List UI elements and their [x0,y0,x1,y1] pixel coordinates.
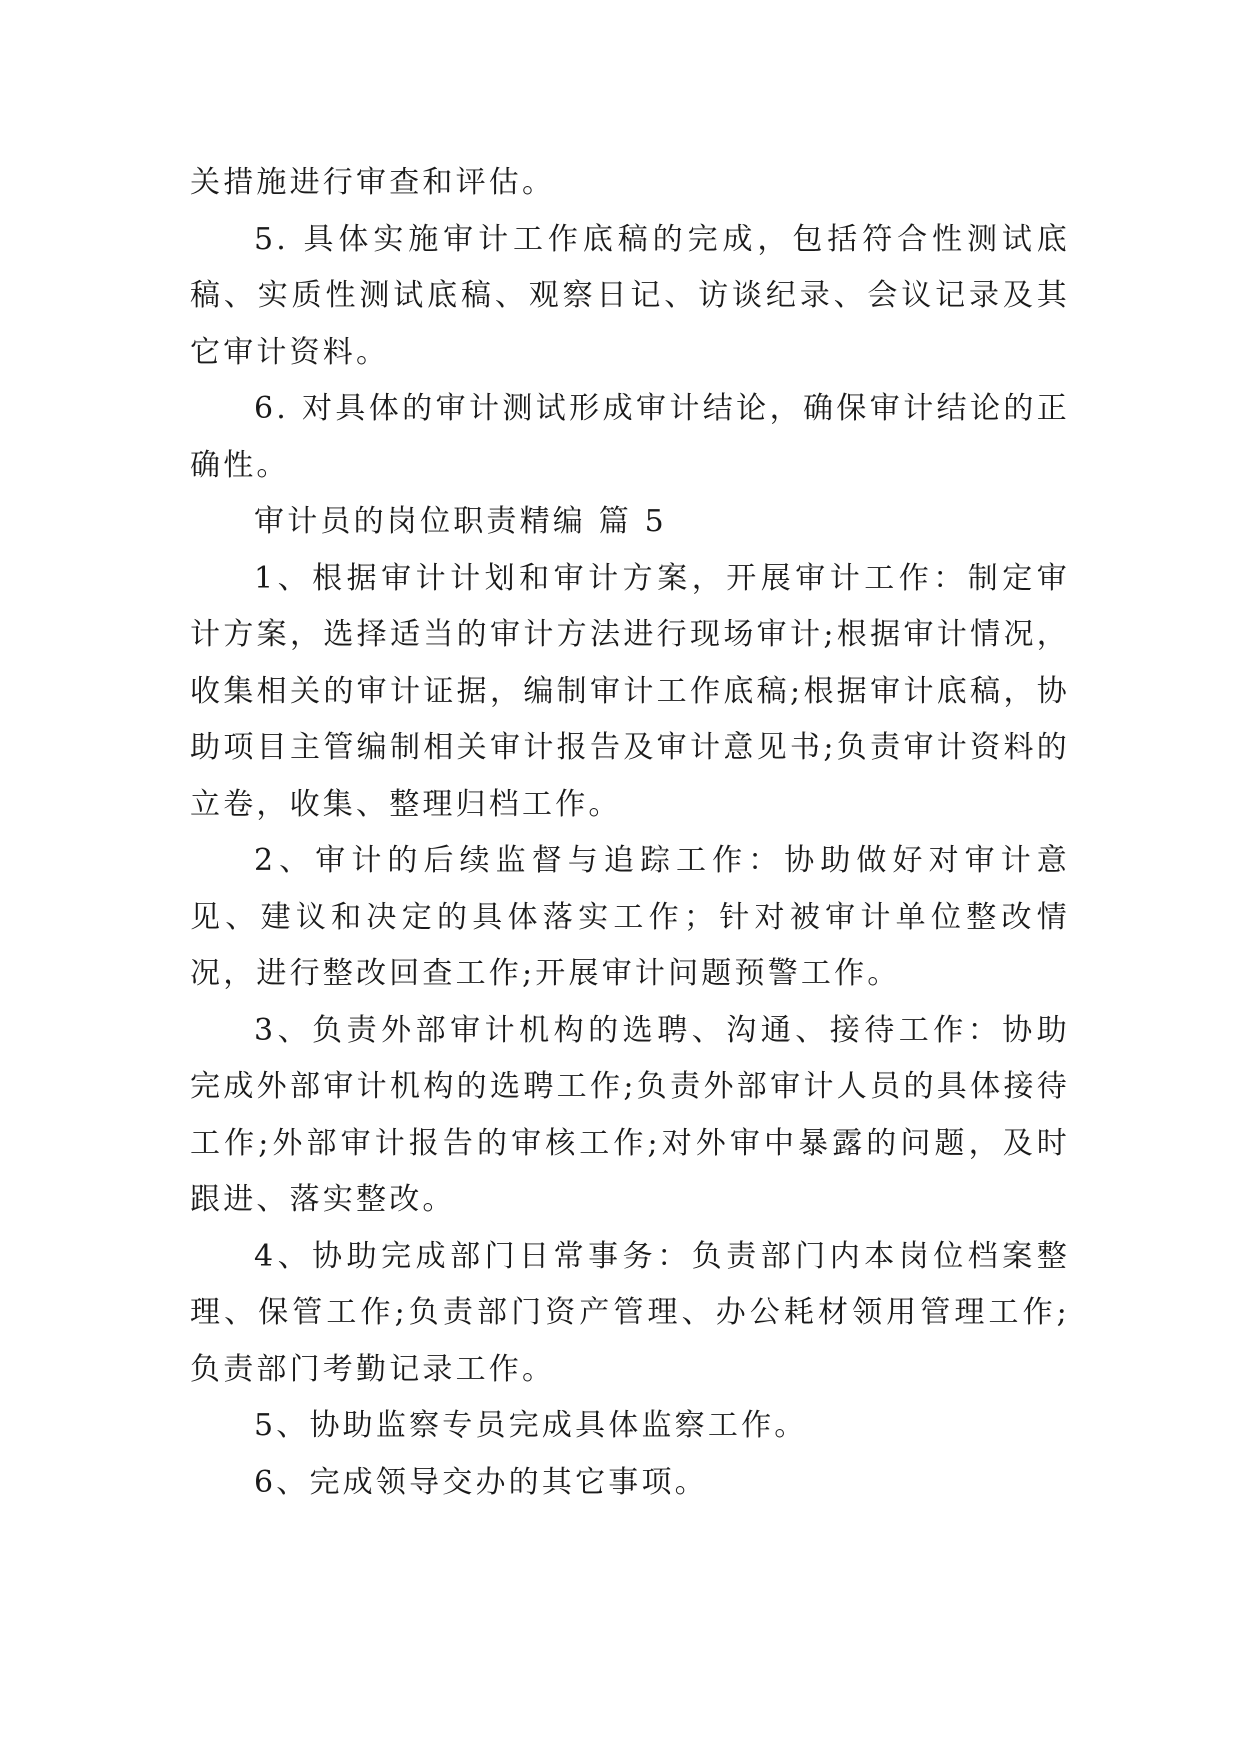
paragraph-duty-4: 4、协助完成部门日常事务：负责部门内本岗位档案整理、保管工作;负责部门资产管理、办公耗材领用管理工作;负责部门考勤记录工作。 [190,1238,1070,1387]
paragraph-item-5-workpapers: 5. 具体实施审计工作底稿的完成，包括符合性测试底稿、实质性测试底稿、观察日记、访谈纪录、会议记录及其它审计资料。 [190,221,1070,370]
paragraph-duty-1: 1、根据审计计划和审计方案，开展审计工作：制定审计方案，选择适当的审计方法进行现场审计;根据审计情况，收集相关的审计证据，编制审计工作底稿;根据审计底稿，协助项目主管编制相关审计报告及审计意见书;负责审计资料的立卷，收集、整理归档工作。 [190,560,1070,822]
document-body [190,155,1070,1511]
section-heading: 审计员的岗位职责精编 篇 5 [254,504,667,539]
paragraph-continuation: 关措施进行审查和评估。 [190,165,556,200]
paragraph-duty-2: 2、审计的后续监督与追踪工作：协助做好对审计意见、建议和决定的具体落实工作；针对被审计单位整改情况，进行整改回查工作;开展审计问题预警工作。 [190,843,1070,991]
paragraph-duty-6: 6、完成领导交办的其它事项。 [254,1464,708,1500]
paragraph-duty-3: 3、负责外部审计机构的选聘、沟通、接待工作：协助完成外部审计机构的选聘工作;负责外部审计人员的具体接待工作;外部审计报告的审核工作;对外审中暴露的问题，及时跟进、落实整改。 [190,1012,1070,1217]
paragraph-duty-5: 5、协助监察专员完成具体监察工作。 [254,1408,808,1443]
paragraph-item-6-conclusions: 6. 对具体的审计测试形成审计结论，确保审计结论的正确性。 [190,391,1070,483]
